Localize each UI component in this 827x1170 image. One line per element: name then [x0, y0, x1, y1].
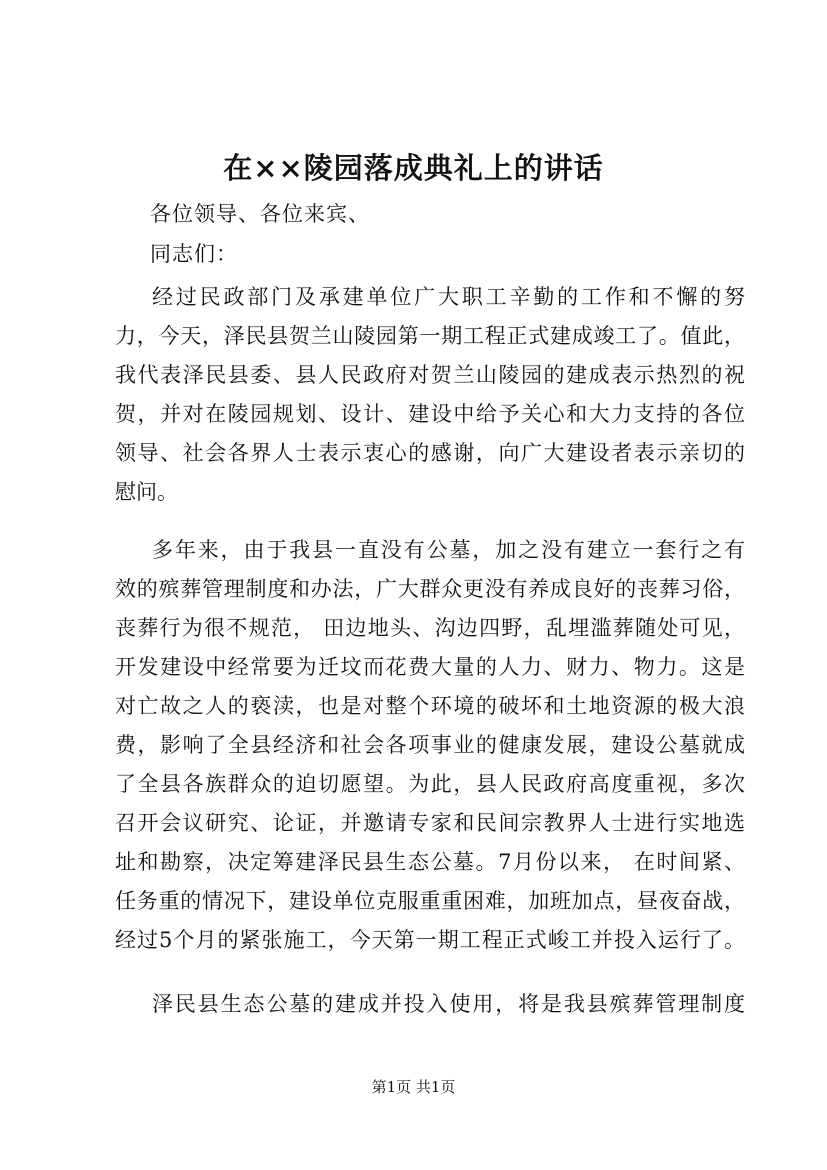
paragraph-line: 慰问。 — [115, 480, 178, 504]
paragraph-line: 效的殡葬管理制度和办法，广大群众更没有养成良好的丧葬习俗， — [115, 577, 745, 601]
body-paragraph — [115, 985, 745, 1024]
paragraph-line: 贺，并对在陵园规划、设计、建设中给予关心和大力支持的各位 — [115, 402, 745, 426]
paragraph-line: 丧葬行为很不规范， 田边地头、沟边四野，乱埋滥葬随处可见， — [115, 616, 745, 640]
paragraph-line: 泽民县生态公墓的建成并投入使用，将是我县殡葬管理制度 — [152, 992, 745, 1016]
paragraph-line: 址和勘察，决定筹建泽民县生态公墓。7月份以来， 在时间紧、 — [115, 850, 745, 874]
paragraph-line: 费，影响了全县经济和社会各项事业的健康发展，建设公墓就成 — [115, 733, 745, 757]
body-paragraph — [115, 531, 745, 960]
paragraph-line: 任务重的情况下，建设单位克服重重困难，加班加点，昼夜奋战， — [115, 889, 745, 913]
paragraph-line: 经过5个月的紧张施工，今天第一期工程正式峻工并投入运行了。 — [115, 928, 745, 952]
paragraph-line: 召开会议研究、论证，并邀请专家和民间宗教界人士进行实地选 — [115, 811, 745, 835]
paragraph-line: 力，今天，泽民县贺兰山陵园第一期工程正式建成竣工了。值此， — [115, 324, 745, 348]
paragraph-line: 对亡故之人的亵渎，也是对整个环境的破坏和土地资源的极大浪 — [115, 694, 745, 718]
salutation-line: 各位领导、各位来宾、 — [150, 202, 370, 226]
paragraph-line: 了全县各族群众的迫切愿望。为此，县人民政府高度重视，多次 — [115, 772, 745, 796]
paragraph-line: 我代表泽民县委、县人民政府对贺兰山陵园的建成表示热烈的祝 — [115, 363, 745, 387]
salutation-line: 同志们： — [150, 242, 238, 266]
paragraph-line: 经过民政部门及承建单位广大职工辛勤的工作和不懈的努 — [152, 285, 745, 309]
document-title: 在××陵园落成典礼上的讲话 — [223, 151, 604, 185]
body-paragraph — [115, 278, 745, 512]
page-number-footer: 第1页 共1页 — [371, 1078, 456, 1096]
paragraph-line: 多年来，由于我县一直没有公墓，加之没有建立一套行之有 — [152, 538, 745, 562]
paragraph-line: 开发建设中经常要为迁坟而花费大量的人力、财力、物力。这是 — [115, 655, 745, 679]
paragraph-line: 领导、社会各界人士表示衷心的感谢，向广大建设者表示亲切的 — [115, 441, 745, 465]
